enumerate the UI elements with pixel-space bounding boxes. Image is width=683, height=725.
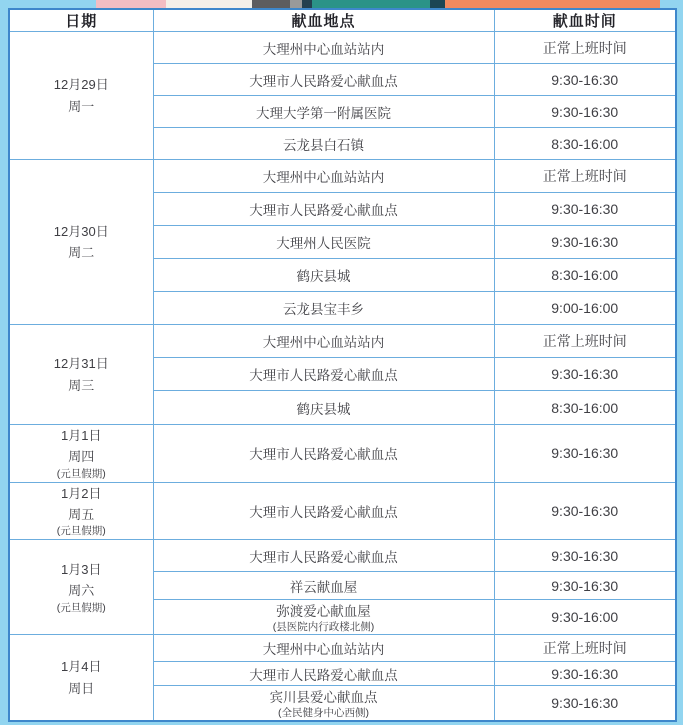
date-cell — [9, 540, 153, 635]
time-cell: 8:30-16:00 — [494, 128, 676, 160]
time-cell: 9:30-16:30 — [494, 572, 676, 600]
illustration-segment-cream — [166, 0, 252, 8]
date-cell — [9, 425, 153, 483]
illustration-segment-gray — [290, 0, 302, 8]
location-cell — [153, 600, 494, 635]
time-cell: 正常上班时间 — [494, 635, 676, 662]
location-cell: 大理州中心血站站内 — [153, 160, 494, 193]
date-text: 12月30日 — [53, 223, 109, 239]
holiday-note: (元旦假期) — [56, 525, 106, 538]
location-cell: 大理市人民路爱心献血点 — [153, 358, 494, 391]
table-row — [9, 425, 676, 483]
location-cell: 大理州中心血站站内 — [153, 635, 494, 662]
location-sub-text: (全民健身中心西侧) — [278, 707, 369, 720]
location-cell: 大理州中心血站站内 — [153, 32, 494, 64]
illustration-strip — [0, 0, 683, 8]
illustration-segment-navy — [302, 0, 312, 8]
location-text: 弥渡爱心献血屋 — [276, 604, 371, 620]
weekday-text: 周二 — [68, 245, 95, 260]
location-cell: 云龙县白石镇 — [153, 128, 494, 160]
location-cell: 大理市人民路爱心献血点 — [153, 64, 494, 96]
time-cell: 8:30-16:00 — [494, 259, 676, 292]
header-cell-location: 献血地点 — [153, 9, 494, 32]
illustration-segment-darkgray — [252, 0, 290, 8]
illustration-segment-slate — [430, 0, 445, 8]
location-cell: 大理市人民路爱心献血点 — [153, 425, 494, 483]
donation-schedule-table — [8, 8, 677, 722]
time-cell: 9:30-16:30 — [494, 64, 676, 96]
time-cell: 9:30-16:30 — [494, 193, 676, 226]
table-row — [9, 32, 676, 64]
weekday-text: 周三 — [68, 377, 95, 393]
location-cell: 大理州中心血站站内 — [153, 325, 494, 358]
time-cell: 9:30-16:30 — [494, 686, 676, 722]
date-text: 1月1日 — [61, 428, 102, 443]
location-cell: 云龙县宝丰乡 — [153, 292, 494, 325]
location-cell: 大理市人民路爱心献血点 — [153, 482, 494, 540]
table-row — [9, 160, 676, 193]
time-cell: 正常上班时间 — [494, 160, 676, 193]
time-cell: 9:30-16:30 — [494, 226, 676, 259]
weekday-text: 周日 — [68, 680, 95, 696]
date-text: 1月3日 — [61, 561, 102, 577]
location-cell — [153, 686, 494, 722]
illustration-segment-pink — [96, 0, 166, 8]
time-cell: 8:30-16:00 — [494, 391, 676, 425]
date-text: 12月31日 — [53, 356, 109, 372]
date-text: 1月2日 — [61, 485, 102, 501]
date-cell — [9, 32, 153, 160]
table-row — [9, 540, 676, 572]
illustration-segment-orange — [445, 0, 660, 8]
header-cell-date: 日期 — [9, 9, 153, 32]
time-cell: 9:30-16:30 — [494, 482, 676, 540]
table-row — [9, 325, 676, 358]
table-row — [9, 635, 676, 662]
date-cell — [9, 160, 153, 325]
location-text: 宾川县爱心献血点 — [269, 690, 378, 706]
holiday-note: (元旦假期) — [56, 467, 106, 480]
time-cell: 9:30-16:30 — [494, 425, 676, 483]
time-cell: 9:30-16:30 — [494, 96, 676, 128]
location-cell: 鹤庆县城 — [153, 391, 494, 425]
date-cell — [9, 635, 153, 722]
time-cell: 正常上班时间 — [494, 325, 676, 358]
location-cell: 祥云献血屋 — [153, 572, 494, 600]
location-cell: 大理市人民路爱心献血点 — [153, 540, 494, 572]
illustration-segment-teal — [312, 0, 430, 8]
weekday-text: 周一 — [68, 98, 95, 114]
schedule-table-container — [0, 8, 683, 722]
weekday-text: 周六 — [68, 583, 95, 599]
weekday-text: 周五 — [68, 506, 95, 522]
time-cell: 9:30-16:00 — [494, 600, 676, 635]
time-cell: 9:30-16:30 — [494, 540, 676, 572]
header-cell-time: 献血时间 — [494, 9, 676, 32]
time-cell: 正常上班时间 — [494, 32, 676, 64]
date-cell — [9, 325, 153, 425]
location-cell: 大理市人民路爱心献血点 — [153, 662, 494, 686]
date-cell — [9, 482, 153, 540]
weekday-text: 周四 — [68, 449, 95, 465]
location-sub-text: (县医院内行政楼北侧) — [272, 621, 375, 634]
location-cell: 鹤庆县城 — [153, 259, 494, 292]
date-text: 12月29日 — [53, 77, 109, 93]
time-cell: 9:30-16:30 — [494, 662, 676, 686]
time-cell: 9:00-16:00 — [494, 292, 676, 325]
location-cell: 大理大学第一附属医院 — [153, 96, 494, 128]
time-cell: 9:30-16:30 — [494, 358, 676, 391]
date-text: 1月4日 — [61, 659, 102, 675]
holiday-note: (元旦假期) — [56, 601, 106, 614]
location-cell: 大理州人民医院 — [153, 226, 494, 259]
location-cell: 大理市人民路爱心献血点 — [153, 193, 494, 226]
table-header-row — [9, 9, 676, 32]
table-row — [9, 482, 676, 540]
